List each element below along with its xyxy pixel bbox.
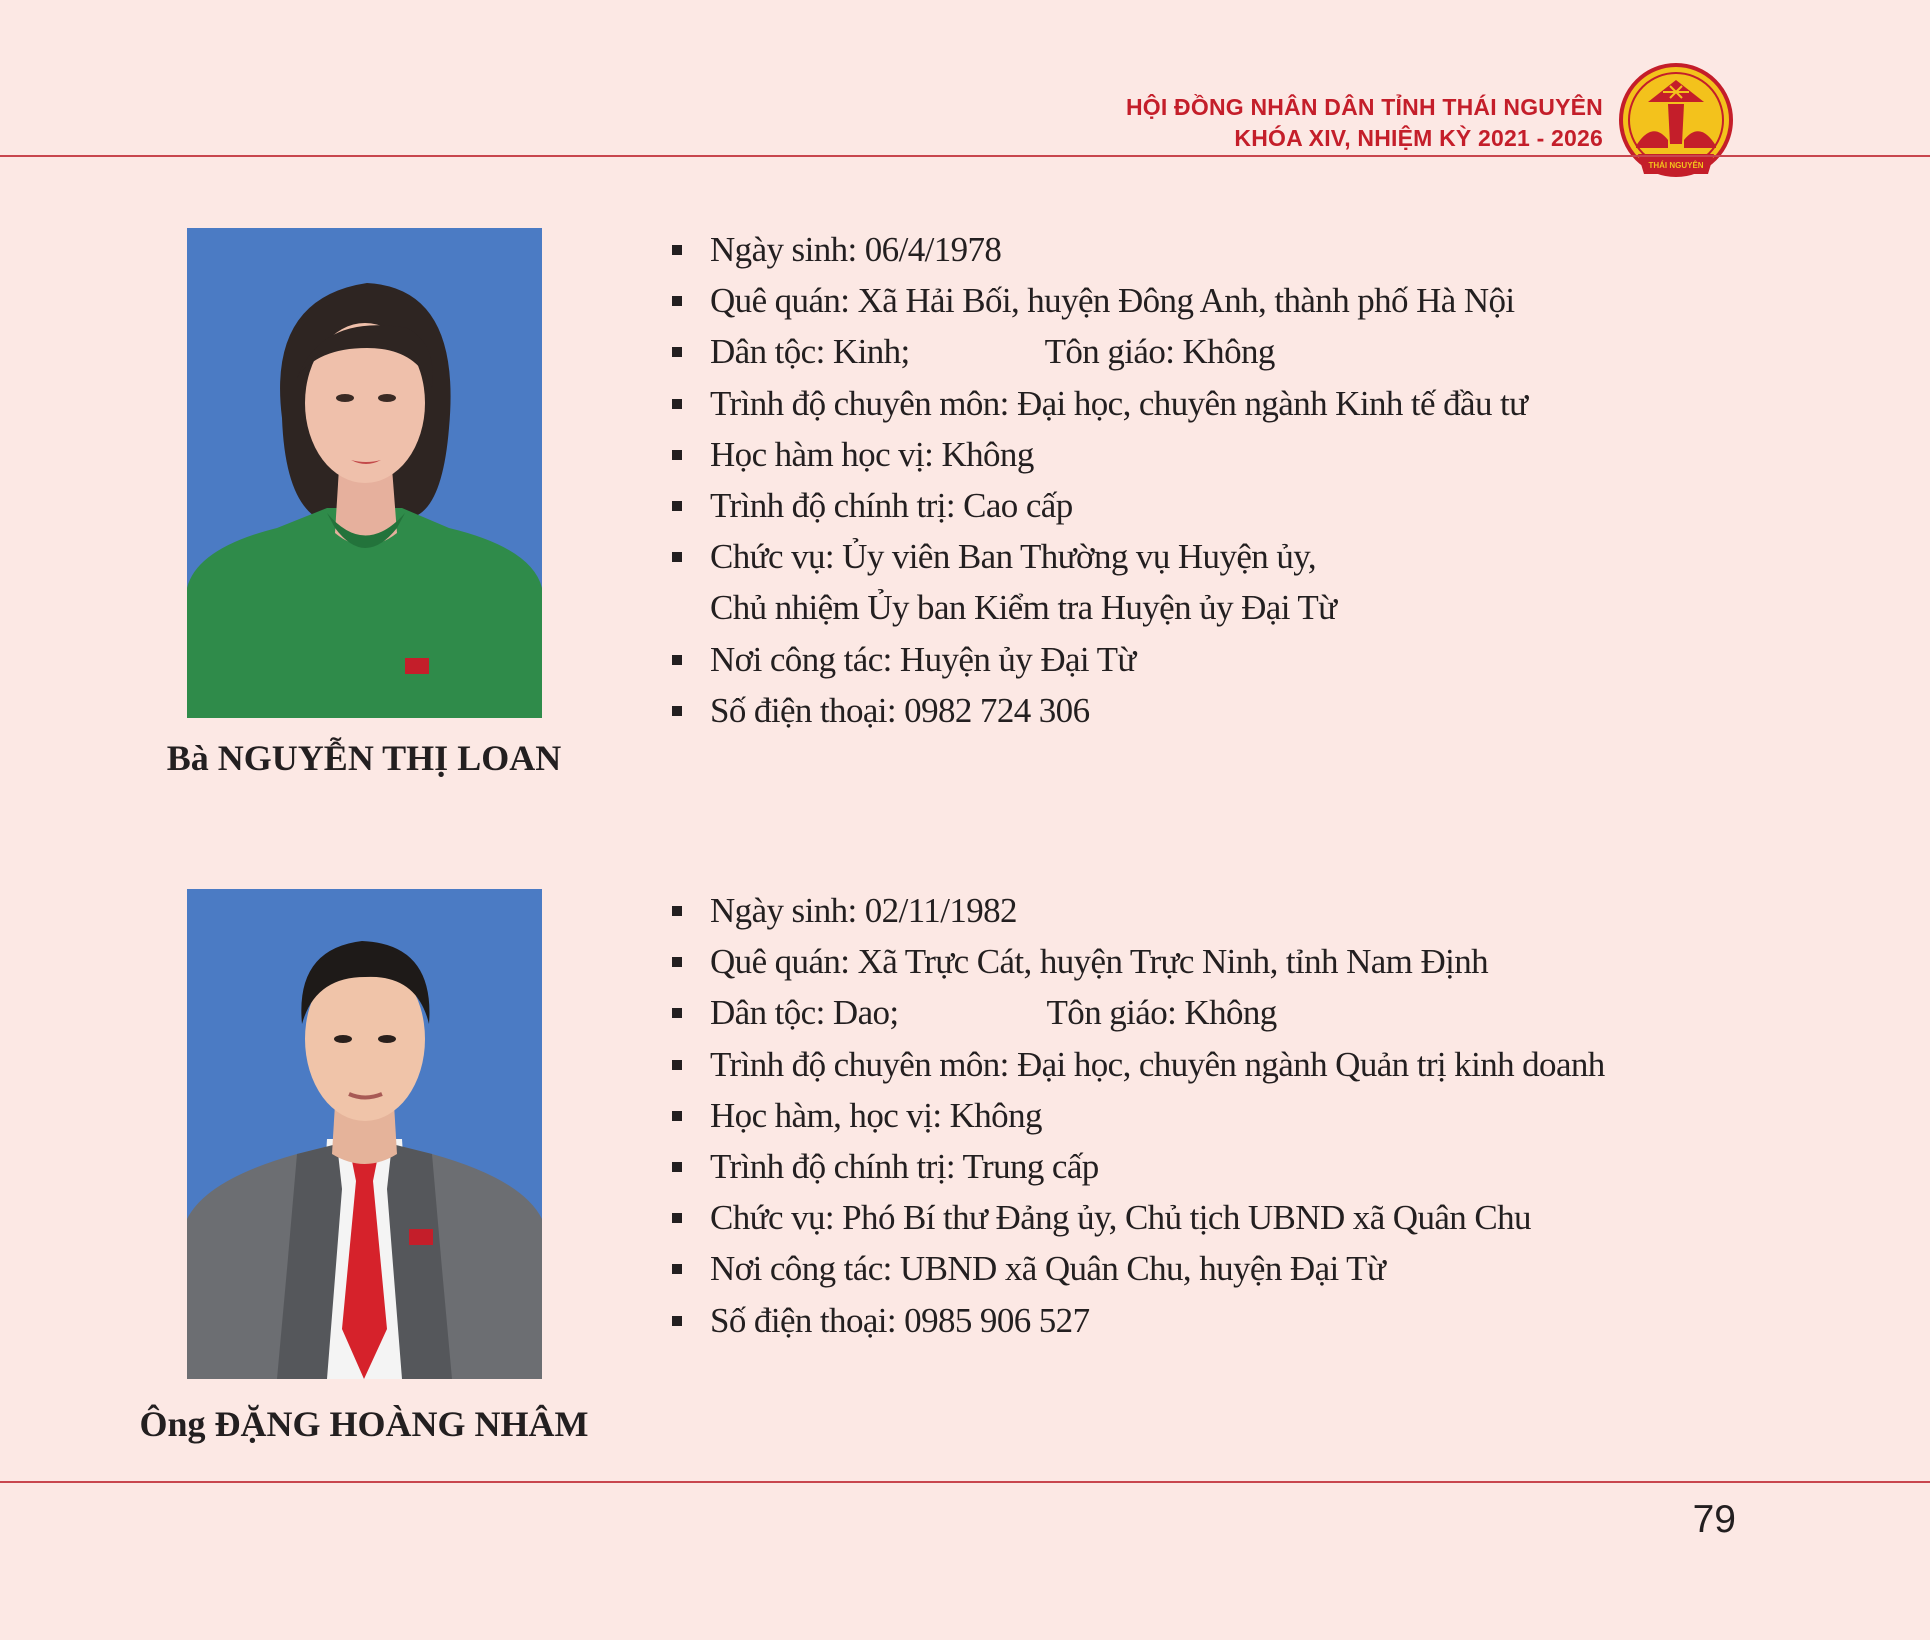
bullet-icon (672, 296, 682, 306)
header-divider (0, 155, 1930, 157)
bullet-icon (672, 399, 682, 409)
bullet-icon (672, 1213, 682, 1223)
info-phone: Số điện thoại: 0982 724 306 (664, 685, 1528, 736)
bullet-icon (672, 1060, 682, 1070)
portrait-photo-2 (187, 889, 542, 1379)
page-number: 79 (1692, 1498, 1736, 1541)
info-expertise: Trình độ chuyên môn: Đại học, chuyên ngành Quản trị kinh doanh (664, 1039, 1605, 1090)
info-ethnicity-religion: Dân tộc: Dao; Tôn giáo: Không (664, 987, 1605, 1038)
info-birth: Ngày sinh: 06/4/1978 (664, 224, 1528, 275)
portrait-photo-1 (187, 228, 542, 718)
bullet-icon (672, 1111, 682, 1121)
delegate-info-list-2 (664, 885, 1605, 1346)
info-birth: Ngày sinh: 02/11/1982 (664, 885, 1605, 936)
bullet-icon (672, 655, 682, 665)
bullet-icon (672, 1008, 682, 1018)
info-position: Chức vụ: Phó Bí thư Đảng ủy, Chủ tịch UBND xã Quân Chu (664, 1192, 1605, 1243)
info-expertise: Trình độ chuyên môn: Đại học, chuyên ngành Kinh tế đầu tư (664, 378, 1528, 429)
header-title (1126, 92, 1603, 154)
logo-text: THÁI NGUYÊN (1648, 161, 1704, 170)
bullet-icon (672, 706, 682, 716)
info-politics: Trình độ chính trị: Trung cấp (664, 1141, 1605, 1192)
info-degree: Học hàm, học vị: Không (664, 1090, 1605, 1141)
province-emblem-icon (1618, 62, 1734, 180)
delegate-info-list-1 (664, 224, 1528, 736)
info-degree: Học hàm học vị: Không (664, 429, 1528, 480)
info-workplace: Nơi công tác: UBND xã Quân Chu, huyện Đại Từ (664, 1243, 1605, 1294)
delegate-name-1: Bà NGUYỄN THỊ LOAN (166, 738, 562, 778)
info-hometown: Quê quán: Xã Hải Bối, huyện Đông Anh, thành phố Hà Nội (664, 275, 1528, 326)
bullet-icon (672, 1264, 682, 1274)
bullet-icon (672, 1316, 682, 1326)
bullet-icon (672, 957, 682, 967)
bullet-icon (672, 245, 682, 255)
bullet-icon (672, 552, 682, 562)
bullet-icon (672, 906, 682, 916)
info-hometown: Quê quán: Xã Trực Cát, huyện Trực Ninh, tỉnh Nam Định (664, 936, 1605, 987)
info-workplace: Nơi công tác: Huyện ủy Đại Từ (664, 634, 1528, 685)
bullet-icon (672, 450, 682, 460)
info-ethnicity-religion: Dân tộc: Kinh; Tôn giáo: Không (664, 326, 1528, 377)
info-politics: Trình độ chính trị: Cao cấp (664, 480, 1528, 531)
header-line-1: HỘI ĐỒNG NHÂN DÂN TỈNH THÁI NGUYÊN (1125, 94, 1603, 120)
delegate-name-2: Ông ĐẶNG HOÀNG NHÂM (139, 1404, 589, 1444)
bullet-icon (672, 347, 682, 357)
bullet-icon (672, 501, 682, 511)
page-header (0, 0, 1930, 170)
info-phone: Số điện thoại: 0985 906 527 (664, 1295, 1605, 1346)
footer-divider (0, 1481, 1930, 1483)
info-position: Chức vụ: Ủy viên Ban Thường vụ Huyện ủy, Chủ nhiệm Ủy ban Kiểm tra Huyện ủy Đại Từ (664, 531, 1528, 633)
header-line-2: KHÓA XIV, NHIỆM KỲ 2021 - 2026 (1234, 125, 1603, 151)
bullet-icon (672, 1162, 682, 1172)
